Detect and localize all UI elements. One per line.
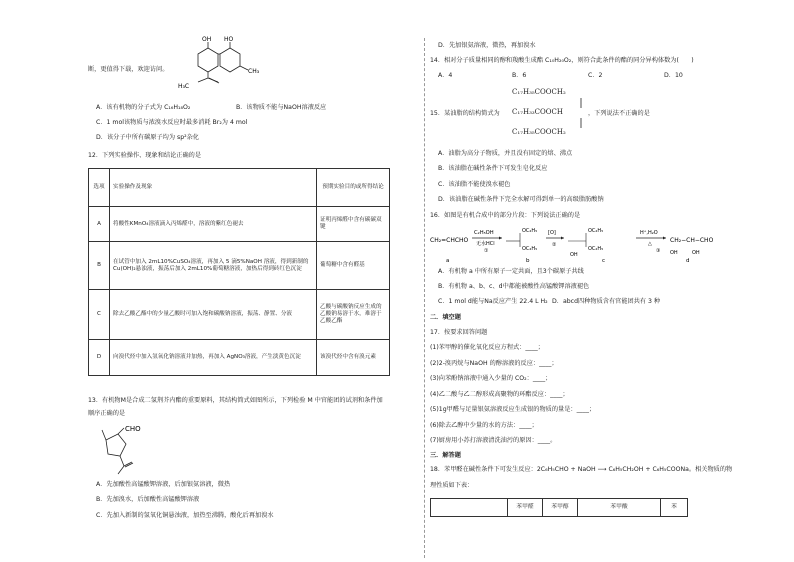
intro-fragment: 断，更值得下载，欢迎访问。 — [88, 66, 169, 73]
q18-props-table — [430, 498, 688, 517]
q14-option-c: C．2 — [588, 72, 603, 79]
table-header-cell: 苯甲酸 — [578, 499, 661, 517]
q15-formula-line1: C₁₇H₃₅COOCH₂ — [512, 88, 566, 96]
q16-catalyst: 无水HCl — [476, 241, 495, 247]
q16-stem: 16．如图是有机合成中的部分片段：下列说法正确的是 — [430, 212, 581, 219]
q13-stem-line1: 13．有机物M是合成二氢荆芥内酯的重要原料，其结构简式如图所示，下列检验 M 中官能团的试剂和条件加 — [88, 397, 383, 404]
q17-item-3: (3)向苯酚钠溶液中通入少量的 CO₂：____； — [430, 375, 552, 382]
q11-label-ho: HO — [224, 36, 234, 43]
table-header-cell — [431, 499, 508, 517]
q16-option-d: D．abcd四种物质含有官能团共有 3 种 — [552, 298, 661, 305]
q16-acid: H⁺,H₂O — [640, 230, 658, 236]
q16-option-c: C．1 mol d能与Na反应产生 22.4 L H₂ — [438, 298, 548, 305]
q16-step3: ③ — [656, 248, 661, 254]
table-cell: 向溴代烃中加入氢氧化钠溶液并加热，再加入 AgNO₃溶液，产生淡黄色沉淀 — [110, 340, 317, 376]
q16-d-oh: OH — [670, 250, 678, 256]
q17-item-2: (2)2-溴丙烷与NaOH 的醇溶液的反应：____； — [430, 360, 558, 367]
q11-label-oh: OH — [202, 36, 212, 43]
q16-start: CH₂=CHCHO — [430, 237, 469, 244]
q17-item-1: (1)苯甲醇的催化氧化反应方程式：____； — [430, 344, 544, 351]
q13-option-c: C．先加入新制的氢氧化铜悬浊液，加热至沸腾，酸化后再加溴水 — [96, 512, 274, 519]
q11-label-ch3: CH₃ — [248, 68, 260, 75]
q17-item-5: (5)1g甲醛与足量银氨溶液反应生成银的物质的量是：____； — [430, 406, 596, 413]
q18-line1: 18．苯甲醛在碱性条件下可发生反应：2C₆H₅CHO + NaOH ⟶ C₆H₅CH₂OH + C₆H₅COONa。相关物质的物 — [430, 466, 733, 473]
q16-label-d: d — [686, 258, 690, 264]
q17-item-6: (6)除去乙醇中少量的水的方法：____； — [430, 422, 538, 429]
q16-b-oc2h5: OC₂H₅ — [522, 246, 538, 252]
section-fill-in: 二．填空题 — [430, 314, 461, 321]
q16-label-a: a — [446, 258, 450, 264]
table-cell: C — [89, 290, 110, 340]
table-cell: A — [89, 207, 110, 242]
table-header-cell: 苯甲醇 — [543, 499, 578, 517]
table-header-cell: 苯 — [661, 499, 688, 517]
q12-stem: 12．下列实验操作、现象和结论正确的是 — [88, 152, 202, 159]
q16-step2: ② — [552, 242, 557, 248]
table-header-row — [431, 499, 688, 517]
q11-option-a: A．该有机物的分子式为 C₁₆H₁₈O₂ — [96, 104, 191, 111]
q13-structure — [92, 424, 154, 478]
q16-oxidant: [O] — [548, 230, 556, 236]
q15-option-c: C．该油脂不能使溴水褪色 — [438, 181, 511, 188]
q15-option-a: A．油脂为高分子物质，并且没有固定的熔、沸点 — [438, 150, 573, 157]
q15-formula-line2: C₁₇H₃₃COOCH — [512, 108, 563, 116]
q16-b-oc2h5: OC₂H₅ — [522, 228, 538, 234]
q16-product: CH₂−CH−CHO — [670, 237, 714, 244]
q15-option-b: B．该油脂在碱性条件下可发生皂化反应 — [438, 165, 548, 172]
q16-heat: △ — [648, 241, 652, 247]
table-header-cell: 预期实验目的或所得结论 — [317, 169, 390, 207]
q13-option-a: A．先加酸性高锰酸钾溶液，后加银氨溶液，微热 — [96, 481, 231, 488]
q14-option-a: A．4 — [438, 72, 453, 79]
q17-item-4: (4)乙二酸与乙二醇形成高聚物的环酯反应：____； — [430, 391, 569, 398]
table-cell: 在试管中加入 2mL10%CuSO₄溶液，再加入 5 滴5%NaOH 溶液，得到新制的 Cu(OH)₂悬浊液，振荡后加入 2mL10%葡萄糖溶液，加热后得到砖红色沉淀 — [110, 242, 317, 290]
table-cell: 乙酸与碳酸钠反应生成的乙酸钠易溶于水，难溶于乙酸乙酯 — [317, 290, 390, 340]
q18-line2: 理性质如下表： — [430, 482, 474, 489]
q16-label-c: c — [602, 258, 606, 264]
q11-option-b: B．该物质不能与NaOH溶液反应 — [236, 104, 327, 111]
table-cell: 将酸性KMnO₄溶液滴入丙烯醛中，溶液的紫红色褪去 — [110, 207, 317, 242]
q15-option-d: D．该油脂在碱性条件下完全水解可得到单一的高级脂肪酸钠 — [438, 196, 604, 203]
q16-d-oh: OH — [692, 250, 700, 256]
q15-formula-line3: C₁₇H₃₅COOCH₂ — [512, 128, 566, 136]
table-cell: 该溴代烃中含有溴元素 — [317, 340, 390, 376]
q16-c-oc2h5: OC₂H₅ — [588, 228, 604, 234]
q11-option-d: D．该分子中所有碳原子均为 sp²杂化 — [96, 134, 199, 141]
q13-label-cho: CHO — [125, 425, 141, 433]
left-column-lower — [88, 0, 418, 562]
table-cell: 除去乙酸乙酯中的少量乙酸时可加入饱和碳酸钠溶液，振荡、静置、分液 — [110, 290, 317, 340]
table-header-cell: 苯甲醛 — [508, 499, 543, 517]
q16-option-a: A．有机物 a 中所有原子一定共面，且3个碳原子共线 — [438, 268, 584, 275]
q16-scheme — [430, 224, 760, 264]
table-cell: D — [89, 340, 110, 376]
table-header-cell: 选项 — [89, 169, 110, 207]
q16-label-b: b — [526, 258, 530, 264]
q13-option-b: B．先加溴水，后加酸性高锰酸钾溶液 — [96, 496, 200, 503]
q16-c-oc2h5: OC₂H₅ — [588, 246, 604, 252]
q16-option-b: B．有机物 a、b、c、d中都能被酸性高锰酸钾溶液褪色 — [438, 283, 590, 290]
q17-stem: 17．按要求回答问题 — [430, 329, 488, 336]
q16-reagent: C₂H₅OH — [474, 230, 494, 236]
q13-option-d: D．先加银氨溶液，微热，再加溴水 — [438, 42, 536, 49]
table-header-cell: 实验操作及现象 — [110, 169, 317, 207]
table-cell: 葡萄糖中含有醛基 — [317, 242, 390, 290]
q13-stem-line2: 顺序正确的是 — [88, 410, 126, 417]
q17-item-7: (7)厨房用小苏打溶液清洗油污的原因：____。 — [430, 437, 557, 444]
q15-stem-suffix: ，下列说法不正确的是 — [588, 110, 650, 117]
table-cell: 证明丙烯醛中含有碳碳双键 — [317, 207, 390, 242]
q11-label-h3c: H₃C — [178, 83, 190, 90]
q15-stem-prefix: 15．某油脂的结构简式为 — [430, 110, 500, 117]
q11-option-c: C．1 mol该物质与浓溴水反应时最多消耗 Br₂为 4 mol — [96, 119, 248, 126]
table-cell: B — [89, 242, 110, 290]
q14-stem: 14．相对分子质量相同的醇和羧酸生成酯 C₁₀H₂₀O₂，则符合此条件的酯的同分异构体数为( ) — [430, 57, 694, 64]
right-column — [430, 0, 760, 562]
q16-c-oh: OH — [570, 252, 578, 258]
q14-option-d: D．10 — [664, 72, 683, 79]
q14-option-b: B．6 — [512, 72, 527, 79]
q16-step1: ① — [484, 248, 489, 254]
section-answer: 三．解答题 — [430, 452, 461, 459]
column-divider — [424, 38, 425, 558]
q15-formula-bonds — [578, 96, 584, 130]
